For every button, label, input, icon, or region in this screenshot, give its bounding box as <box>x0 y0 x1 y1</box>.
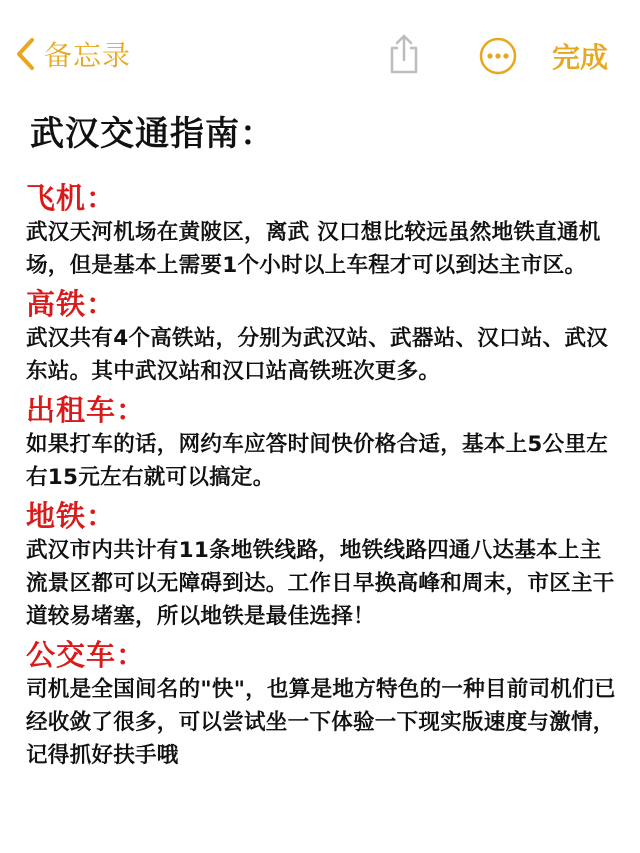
back-button[interactable] <box>14 34 131 74</box>
section-heading-airplane: 飞机： <box>26 181 117 215</box>
section-heading-metro: 地铁： <box>26 499 117 533</box>
section-body-metro: 武汉市内共计有11条地铁线路，地铁线路四通八达基本上主流景区都可以无障碍到达。工作日早换高峰和周末，市区主干道较易堵塞，所以地铁是最佳选择！ <box>26 538 615 629</box>
section-body-bus: 司机是全国间名的"快"，也算是地方特色的一种目前司机们已经收敛了很多，可以尝试坐一下体验一下现实版速度与激情，记得抓好扶手哦 <box>26 677 616 768</box>
section-body-airplane: 武汉天河机场在黄陂区，离武 汉口想比较远虽然地铁直通机场，但是基本上需要1个小时以上车程才可以到达主市区。 <box>26 220 601 278</box>
more-icon <box>478 36 518 76</box>
chevron-left-icon <box>14 37 36 71</box>
note-content[interactable] <box>26 180 622 776</box>
navigation-bar <box>0 0 640 110</box>
section-heading-high-speed-rail: 高铁： <box>26 287 117 321</box>
more-options-button[interactable] <box>478 36 518 76</box>
section-heading-bus: 公交车： <box>26 638 147 672</box>
section-body-high-speed-rail: 武汉共有4个高铁站，分别为武汉站、武器站、汉口站、武汉东站。其中武汉站和汉口站高铁班次更多。 <box>26 326 609 384</box>
back-label: 备忘录 <box>44 39 132 72</box>
share-button[interactable] <box>386 32 422 76</box>
section-body-taxi: 如果打车的话，网约车应答时间快价格合适，基本上5公里左右15元左右就可以搞定。 <box>26 432 609 490</box>
share-icon <box>386 32 422 76</box>
done-button[interactable]: 完成 <box>552 41 609 74</box>
note-title: 武汉交通指南： <box>30 114 275 154</box>
section-heading-taxi: 出租车： <box>26 393 147 427</box>
